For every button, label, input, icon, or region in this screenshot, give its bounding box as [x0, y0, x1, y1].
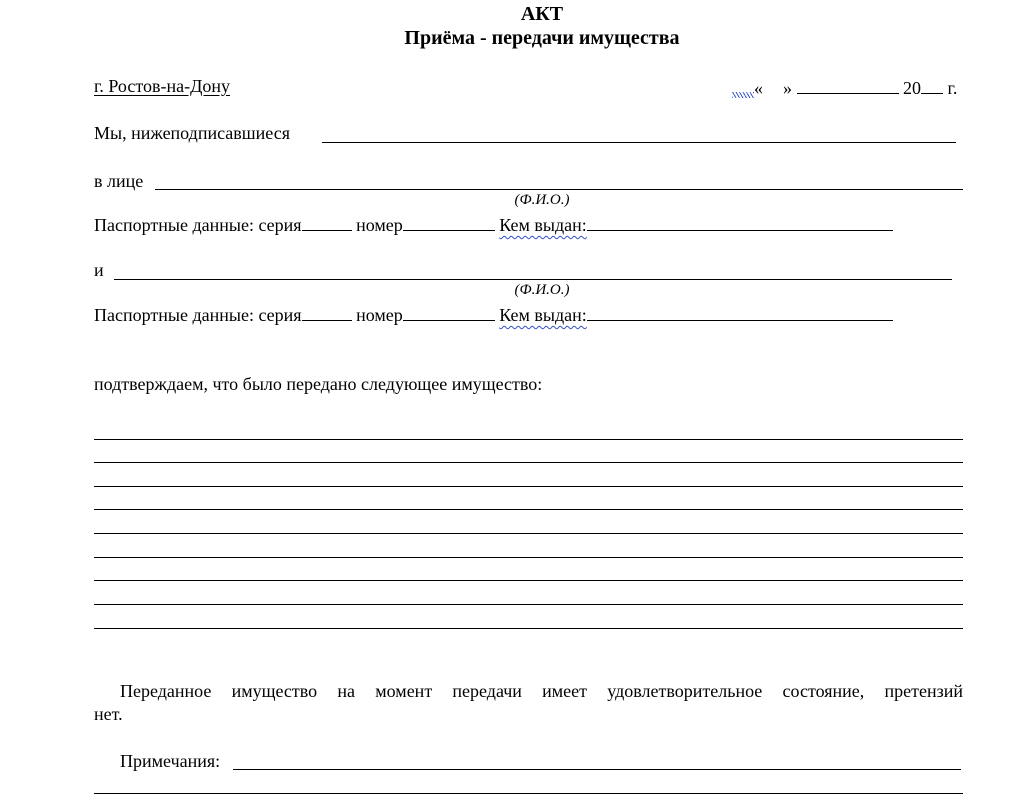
- passport-number-blank-1: [403, 213, 495, 231]
- document-subtitle: Приёма - передачи имущества: [404, 27, 680, 49]
- fio-hint-2: (Ф.И.О.): [514, 282, 570, 298]
- passport-issued-label-2: Кем выдан:: [499, 305, 587, 325]
- date-field: [732, 76, 957, 98]
- city-text: г. Ростов-на-Дону: [94, 76, 231, 96]
- condition-text-line1: Переданное имущество на момент передачи имеет удовлетворительное состояние, претензий: [120, 681, 963, 701]
- condition-text-line2: нет.: [94, 704, 123, 724]
- passport-series-label-2: Паспортные данные: серия: [94, 305, 302, 325]
- date-year-suffix: г.: [947, 78, 958, 98]
- intro-label: Мы, нижеподписавшиеся: [94, 123, 290, 143]
- spellcheck-squiggle-icon: [732, 92, 754, 98]
- confirm-text: подтверждаем, что было передано следующее имущество:: [94, 374, 543, 394]
- passport-row-2: [94, 303, 893, 325]
- document-title: АКТ: [520, 3, 564, 25]
- property-line: [94, 533, 963, 534]
- property-line: [94, 439, 963, 440]
- date-close-quote: »: [783, 78, 792, 98]
- in-person-label: в лице: [94, 171, 144, 191]
- passport-issued-blank-2: [587, 303, 893, 321]
- property-line: [94, 628, 963, 629]
- notes-blank-line: [233, 769, 961, 770]
- intro-blank-line: [322, 142, 956, 143]
- property-line: [94, 486, 963, 487]
- property-line: [94, 462, 963, 463]
- notes-blank-line-2: [94, 793, 963, 794]
- second-party-blank-line: [114, 279, 952, 280]
- passport-issued-label-1: Кем выдан:: [499, 215, 587, 235]
- property-line: [94, 604, 963, 605]
- date-open-quote: «: [754, 78, 763, 98]
- date-month-blank: [797, 76, 899, 94]
- passport-issued-blank-1: [587, 213, 893, 231]
- property-line: [94, 509, 963, 510]
- passport-series-label-1: Паспортные данные: серия: [94, 215, 302, 235]
- fio-hint-1: (Ф.И.О.): [514, 192, 570, 208]
- passport-number-label-1: номер: [356, 215, 403, 235]
- notes-label: Примечания:: [120, 751, 221, 771]
- passport-series-blank-1: [302, 213, 352, 231]
- date-year-blank: [921, 76, 943, 94]
- passport-number-label-2: номер: [356, 305, 403, 325]
- date-year-prefix: 20: [903, 78, 921, 98]
- passport-row-1: [94, 213, 893, 235]
- property-line: [94, 580, 963, 581]
- and-label: и: [94, 260, 104, 280]
- passport-number-blank-2: [403, 303, 495, 321]
- in-person-blank-line: [155, 189, 963, 190]
- passport-series-blank-2: [302, 303, 352, 321]
- property-line: [94, 557, 963, 558]
